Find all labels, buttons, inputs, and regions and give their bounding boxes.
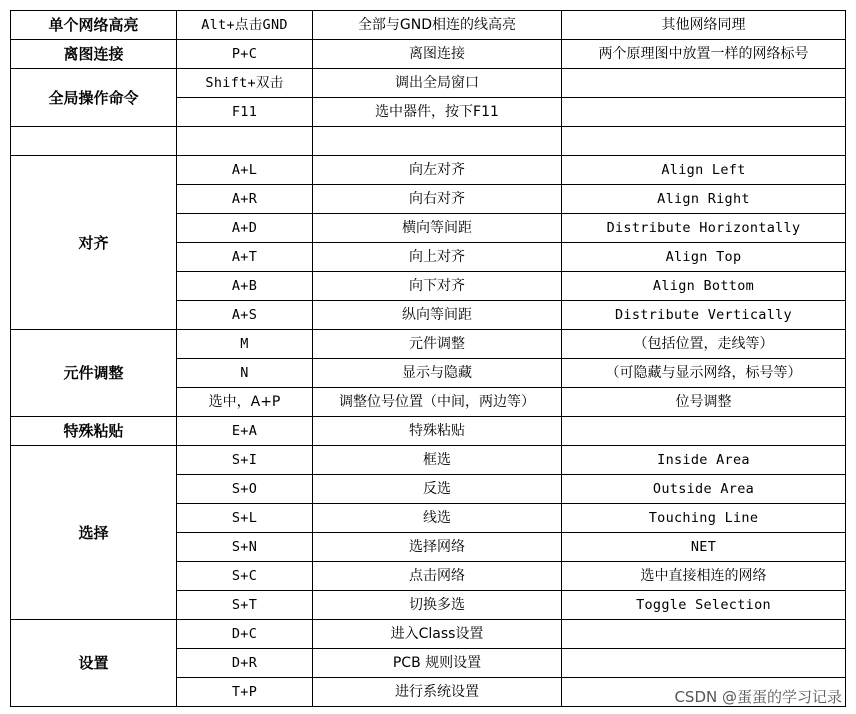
shortcut-cell: E+A <box>177 417 313 446</box>
shortcut-cell: Shift+双击 <box>177 69 313 98</box>
note-cell <box>562 620 846 649</box>
function-cell: 线选 <box>313 504 562 533</box>
note-cell: Align Bottom <box>562 272 846 301</box>
shortcut-cell: A+L <box>177 156 313 185</box>
function-cell: 进入Class设置 <box>313 620 562 649</box>
function-cell: 纵向等间距 <box>313 301 562 330</box>
shortcut-cell: 选中，A+P <box>177 388 313 417</box>
category-cell: 元件调整 <box>11 330 177 417</box>
function-cell: 调整位号位置（中间，两边等） <box>313 388 562 417</box>
table-row <box>11 620 846 649</box>
function-cell: 横向等间距 <box>313 214 562 243</box>
note-cell <box>562 69 846 98</box>
empty-cell <box>11 127 177 156</box>
category-cell: 设置 <box>11 620 177 707</box>
category-cell: 对齐 <box>11 156 177 330</box>
function-cell: 向上对齐 <box>313 243 562 272</box>
note-cell: Inside Area <box>562 446 846 475</box>
note-cell: 两个原理图中放置一样的网络标号 <box>562 40 846 69</box>
note-cell: Touching Line <box>562 504 846 533</box>
function-cell: 点击网络 <box>313 562 562 591</box>
function-cell: 全部与GND相连的线高亮 <box>313 11 562 40</box>
shortcut-cell: Alt+点击GND <box>177 11 313 40</box>
empty-cell <box>313 127 562 156</box>
watermark: CSDN @蛋蛋的学习记录 <box>674 688 842 706</box>
shortcut-cell: S+I <box>177 446 313 475</box>
shortcut-table <box>10 10 846 707</box>
function-cell: 选择网络 <box>313 533 562 562</box>
shortcut-cell: S+T <box>177 591 313 620</box>
shortcut-cell: D+R <box>177 649 313 678</box>
note-cell: Align Left <box>562 156 846 185</box>
function-cell: 选中器件，按下F11 <box>313 98 562 127</box>
shortcut-cell: A+S <box>177 301 313 330</box>
table-row <box>11 40 846 69</box>
table-row-empty <box>11 127 846 156</box>
note-cell: （可隐藏与显示网络，标号等） <box>562 359 846 388</box>
shortcut-cell: S+L <box>177 504 313 533</box>
note-cell: Toggle Selection <box>562 591 846 620</box>
empty-cell <box>177 127 313 156</box>
shortcut-cell: S+C <box>177 562 313 591</box>
table-row <box>11 156 846 185</box>
category-cell: 选择 <box>11 446 177 620</box>
table-row <box>11 69 846 98</box>
shortcut-cell: M <box>177 330 313 359</box>
shortcut-cell: T+P <box>177 678 313 707</box>
note-cell <box>562 649 846 678</box>
function-cell: 反选 <box>313 475 562 504</box>
note-cell <box>562 417 846 446</box>
note-cell: （包括位置，走线等） <box>562 330 846 359</box>
function-cell: 向左对齐 <box>313 156 562 185</box>
category-cell: 全局操作命令 <box>11 69 177 127</box>
category-cell: 特殊粘贴 <box>11 417 177 446</box>
function-cell: 离图连接 <box>313 40 562 69</box>
function-cell: 特殊粘贴 <box>313 417 562 446</box>
shortcut-cell: S+O <box>177 475 313 504</box>
function-cell: 进行系统设置 <box>313 678 562 707</box>
table-row <box>11 330 846 359</box>
category-cell: 离图连接 <box>11 40 177 69</box>
shortcut-cell: S+N <box>177 533 313 562</box>
function-cell: 元件调整 <box>313 330 562 359</box>
table-row <box>11 446 846 475</box>
function-cell: PCB 规则设置 <box>313 649 562 678</box>
note-cell: Distribute Horizontally <box>562 214 846 243</box>
shortcut-cell: A+D <box>177 214 313 243</box>
note-cell: Outside Area <box>562 475 846 504</box>
note-cell: Align Top <box>562 243 846 272</box>
function-cell: 显示与隐藏 <box>313 359 562 388</box>
function-cell: 向右对齐 <box>313 185 562 214</box>
note-cell: 位号调整 <box>562 388 846 417</box>
table-row <box>11 417 846 446</box>
table-row <box>11 11 846 40</box>
note-cell <box>562 98 846 127</box>
note-cell: 其他网络同理 <box>562 11 846 40</box>
function-cell: 向下对齐 <box>313 272 562 301</box>
note-cell: NET <box>562 533 846 562</box>
function-cell: 框选 <box>313 446 562 475</box>
empty-cell <box>562 127 846 156</box>
shortcut-cell: A+R <box>177 185 313 214</box>
note-cell: Distribute Vertically <box>562 301 846 330</box>
shortcut-cell: D+C <box>177 620 313 649</box>
shortcut-cell: P+C <box>177 40 313 69</box>
function-cell: 切换多选 <box>313 591 562 620</box>
note-cell: Align Right <box>562 185 846 214</box>
shortcut-cell: F11 <box>177 98 313 127</box>
shortcut-cell: A+B <box>177 272 313 301</box>
category-cell: 单个网络高亮 <box>11 11 177 40</box>
shortcut-cell: A+T <box>177 243 313 272</box>
note-cell: 选中直接相连的网络 <box>562 562 846 591</box>
shortcut-cell: N <box>177 359 313 388</box>
function-cell: 调出全局窗口 <box>313 69 562 98</box>
